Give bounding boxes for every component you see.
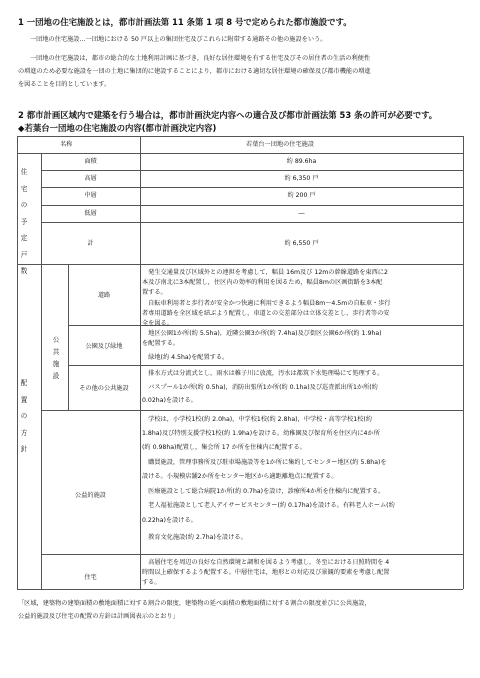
benefit-text: 0.22ha)を設ける。	[142, 517, 197, 524]
other-public-text: 0.02ha)を設ける。	[142, 397, 197, 404]
section1-para-line: 一団地の住宅施設は，都市の総合的な土地利用計画に基づき，良好な居住環境を有する住宅及びその居住者の生活の利便性	[30, 55, 371, 62]
benefit-text: 老人福祉施設として老人デイサービスセンター(約 0.17ha)を設ける。有料老人ホーム(約	[142, 502, 395, 509]
benefit-text: 1.8ha)及び特別支援学校1校(約 1.9ha)を設ける。幼稚園及び保育所を住区内に4か所	[142, 430, 380, 437]
residential-text: 高層住宅を周辺の良好な自然環境と調和を図るよう考慮し，冬至における日照時間を 4	[142, 559, 390, 566]
road-text: 本及び南北に3本配置し，住区内の効率的利用を図るため，幅員8mの区画街路を3本配	[142, 279, 383, 286]
road-text: 置する。	[142, 289, 167, 296]
section2-heading: 2 都市計画区域内で建築を行う場合は，都市計画決定内容への適合及び都市計画法第 53 条の許可が必要です。	[18, 110, 438, 120]
section1-para-line: を図ることを目的としています。	[18, 81, 111, 88]
road-text: 発生交通量及び区域外との連担を考慮して，幅員 16m及び 12mの幹線道路を東西に2	[142, 269, 388, 276]
road-text: 者専用道路を全区域を結ぶよう配置し，車道との交差部分は立体交差とし，歩行者等の安	[142, 310, 390, 317]
residential-label: 住宅	[84, 574, 97, 581]
area-label: 面積	[84, 158, 97, 165]
benefit-text: 学校は，小学校1校(約 2.0ha)，中学校1校(約 2.8ha)，中学校・高等学校1校(約	[142, 416, 372, 423]
public-group-label: 公 共 施 設	[52, 336, 60, 380]
benefit-text: 医療施設として総合病院1か所(約 0.7ha)を設け，診療所4か所を住棟内に配置する。	[142, 488, 385, 495]
section2-subheading: ◆若葉台一団地の住宅施設の内容(都市計画決定内容)	[18, 123, 217, 133]
residential-text: 時間以上確保するよう配置する。中層住宅は，地形との対応及び景観的要素を考慮し配置	[142, 569, 390, 576]
housing-value: 約 200 戸	[287, 192, 316, 199]
section1-definition: 一団地の住宅施設…一団地における 50 戸以上の集団住宅及びこれらに附帯する通路その他の施設をいう。	[30, 36, 327, 43]
area-value: 約 89.6ha	[286, 158, 317, 165]
housing-label: 低層	[84, 210, 97, 217]
section1-para-line: の増進のため必要な施設を一団の土地に集団的に建設することにより，都市における適切な居住環境の確保及び都市機能の増進	[18, 68, 371, 75]
footnote-line: 「区域，建築物の建築面積の敷地面積に対する割合の限度，建築物の延べ面積の敷地面積に対する割合の限度並びに公共施設，	[18, 600, 371, 607]
benefit-text: 設ける。小規模店舗2か所をセンター地区から適距離地点に配置する。	[142, 473, 338, 480]
other-public-label: その他の公共施設	[79, 385, 129, 392]
footnote-line: 公益的施設及び住宅の配置の方針は計画図表示のとおり」	[18, 613, 179, 620]
road-text: 自転車利用者と歩行者が安全かつ快適に利用できるよう幅員8m～4.5mの自転車・歩行	[142, 300, 391, 307]
housing-value: ―	[298, 210, 305, 217]
housing-value: 約 6,350 戸	[284, 175, 319, 182]
parks-label: 公園及び緑地	[85, 343, 123, 350]
housing-label: 中層	[84, 192, 97, 199]
layout-group-label: 配 置 の 方 針	[20, 379, 28, 453]
road-label: 道路	[97, 292, 111, 299]
housing-total-label: 計	[87, 240, 94, 247]
table-header-name: 名称	[60, 141, 73, 148]
other-public-text: バスプール1か所(約 0.5ha)，消防出張所1か所(約 0.1ha)及び巡査派出所1か所(約	[142, 384, 378, 391]
parks-text: 地区公園1か所(約 5.5ha)，近隣公園3か所(約 7.4ha)及び街区公園6か所(約 1.9ha)	[142, 330, 382, 337]
other-public-text: 排水方式は分流式とし，雨水は帷子川に放流，汚水は都筑下水処理場にて処理する。	[142, 370, 384, 377]
housing-total-value: 約 6,550 戸	[284, 240, 319, 247]
housing-label: 高層	[84, 175, 97, 182]
benefit-text: (約 0.98ha)配置し，集会所 17 か所を住棟内に配置する。	[142, 444, 306, 451]
benefit-text: 購買施設，管理事務所及び駐車場施設等を1か所に集約してセンター地区(約 5.8ha)を	[142, 459, 387, 466]
parks-text: を配置する。	[142, 340, 180, 347]
residential-text: する。	[142, 579, 161, 586]
section1-heading: 1 一団地の住宅施設とは，都市計画法第 11 条第 1 項 8 号で定められた都市施設です。	[18, 17, 352, 27]
benefit-text: 教育文化施設(約 2.7ha)を設ける。	[142, 534, 247, 541]
housing-group-label: 住 宅 の 予 定 戸 数	[20, 168, 28, 275]
parks-text: 緑地(約 4.5ha)を配置する。	[142, 354, 229, 361]
table-header-value: 若葉台一団地の住宅施設	[246, 141, 315, 148]
road-text: 全を図る。	[142, 320, 173, 327]
benefit-label: 公益的施設	[75, 492, 106, 499]
